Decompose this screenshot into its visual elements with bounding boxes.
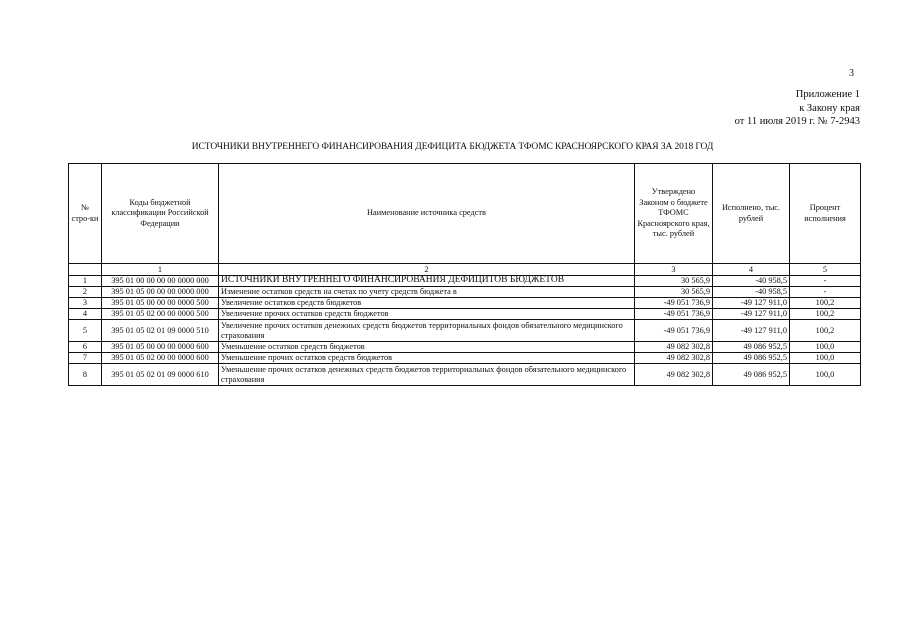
budget-code: 395 01 05 00 00 00 0000 600	[102, 342, 219, 353]
table-row	[69, 320, 861, 342]
header-approved: Утверждено Законом о бюджете ТФОМС Красноярского края, тыс. рублей	[635, 164, 713, 264]
source-name: Изменение остатков средств на счетах по учету средств бюджета в	[219, 287, 635, 298]
table-row	[69, 287, 861, 298]
column-number: 4	[713, 264, 790, 276]
executed-amount: 49 086 952,5	[713, 342, 790, 353]
table-row	[69, 353, 861, 364]
approved-amount: 30 565,9	[635, 276, 713, 287]
column-number-row	[69, 264, 861, 276]
approved-amount: 30 565,9	[635, 287, 713, 298]
column-number-empty	[69, 264, 102, 276]
table-row	[69, 342, 861, 353]
row-number: 1	[69, 276, 102, 287]
header-budget-code: Коды бюджетной классификации Российской Федерации	[102, 164, 219, 264]
page-number: 3	[849, 68, 854, 79]
budget-code: 395 01 05 02 01 09 0000 610	[102, 364, 219, 386]
execution-percent: 100,2	[790, 298, 861, 309]
executed-amount: -40 958,5	[713, 276, 790, 287]
column-number: 5	[790, 264, 861, 276]
source-name: Уменьшение прочих остатков средств бюджетов	[219, 353, 635, 364]
row-number: 4	[69, 309, 102, 320]
header-percent: Процент исполнения	[790, 164, 861, 264]
budget-code: 395 01 05 02 00 00 0000 600	[102, 353, 219, 364]
approved-amount: 49 082 302,8	[635, 364, 713, 386]
approved-amount: -49 051 736,9	[635, 309, 713, 320]
source-name: Увеличение остатков средств бюджетов	[219, 298, 635, 309]
appendix-line-3: от 11 июля 2019 г. № 7-2943	[734, 116, 860, 127]
table-row	[69, 309, 861, 320]
execution-percent: -	[790, 287, 861, 298]
appendix-note	[735, 88, 860, 129]
executed-amount: -49 127 911,0	[713, 320, 790, 342]
row-number: 5	[69, 320, 102, 342]
table-row	[69, 364, 861, 386]
execution-percent: 100,0	[790, 364, 861, 386]
appendix-line-1: Приложение 1	[795, 89, 860, 100]
budget-code: 395 01 05 00 00 00 0000 000	[102, 287, 219, 298]
approved-amount: -49 051 736,9	[635, 320, 713, 342]
source-name: ИСТОЧНИКИ ВНУТРЕННЕГО ФИНАНСИРОВАНИЯ ДЕФИЦИТОВ БЮДЖЕТОВ	[219, 276, 635, 287]
table-row	[69, 298, 861, 309]
financing-sources-table	[68, 163, 861, 386]
executed-amount: 49 086 952,5	[713, 364, 790, 386]
approved-amount: 49 082 302,8	[635, 342, 713, 353]
header-row-number: № стро-ки	[69, 164, 102, 264]
execution-percent: 100,0	[790, 353, 861, 364]
column-number: 3	[635, 264, 713, 276]
column-number: 1	[102, 264, 219, 276]
table-row	[69, 276, 861, 287]
executed-amount: 49 086 952,5	[713, 353, 790, 364]
source-name: Уменьшение остатков средств бюджетов	[219, 342, 635, 353]
budget-code: 395 01 05 02 00 00 0000 500	[102, 309, 219, 320]
execution-percent: 100,2	[790, 309, 861, 320]
approved-amount: 49 082 302,8	[635, 353, 713, 364]
document-title: ИСТОЧНИКИ ВНУТРЕННЕГО ФИНАНСИРОВАНИЯ ДЕФИЦИТА БЮДЖЕТА ТФОМС КРАСНОЯРСКОГО КРАЯ ЗА 2018 ГОД	[191, 142, 714, 152]
row-number: 8	[69, 364, 102, 386]
row-number: 6	[69, 342, 102, 353]
header-executed: Исполнено, тыс. рублей	[713, 164, 790, 264]
source-name: Уменьшение прочих остатков денежных средств бюджетов территориальных фондов обязательного медицинского страхования	[219, 364, 635, 386]
approved-amount: -49 051 736,9	[635, 298, 713, 309]
row-number: 7	[69, 353, 102, 364]
budget-code: 395 01 05 00 00 00 0000 500	[102, 298, 219, 309]
source-name: Увеличение прочих остатков денежных средств бюджетов территориальных фондов обязательного медицинского страхования	[219, 320, 635, 342]
source-name: Увеличение прочих остатков средств бюджетов	[219, 309, 635, 320]
appendix-line-2: к Закону края	[799, 102, 860, 114]
executed-amount: -49 127 911,0	[713, 298, 790, 309]
executed-amount: -40 958,5	[713, 287, 790, 298]
header-source-name: Наименование источника средств	[219, 164, 635, 264]
executed-amount: -49 127 911,0	[713, 309, 790, 320]
execution-percent: 100,2	[790, 320, 861, 342]
table-header-row	[69, 164, 861, 264]
budget-code: 395 01 00 00 00 00 0000 000	[102, 276, 219, 287]
execution-percent: -	[790, 276, 861, 287]
budget-code: 395 01 05 02 01 09 0000 510	[102, 320, 219, 342]
execution-percent: 100,0	[790, 342, 861, 353]
row-number: 3	[69, 298, 102, 309]
row-number: 2	[69, 287, 102, 298]
column-number: 2	[219, 264, 635, 276]
